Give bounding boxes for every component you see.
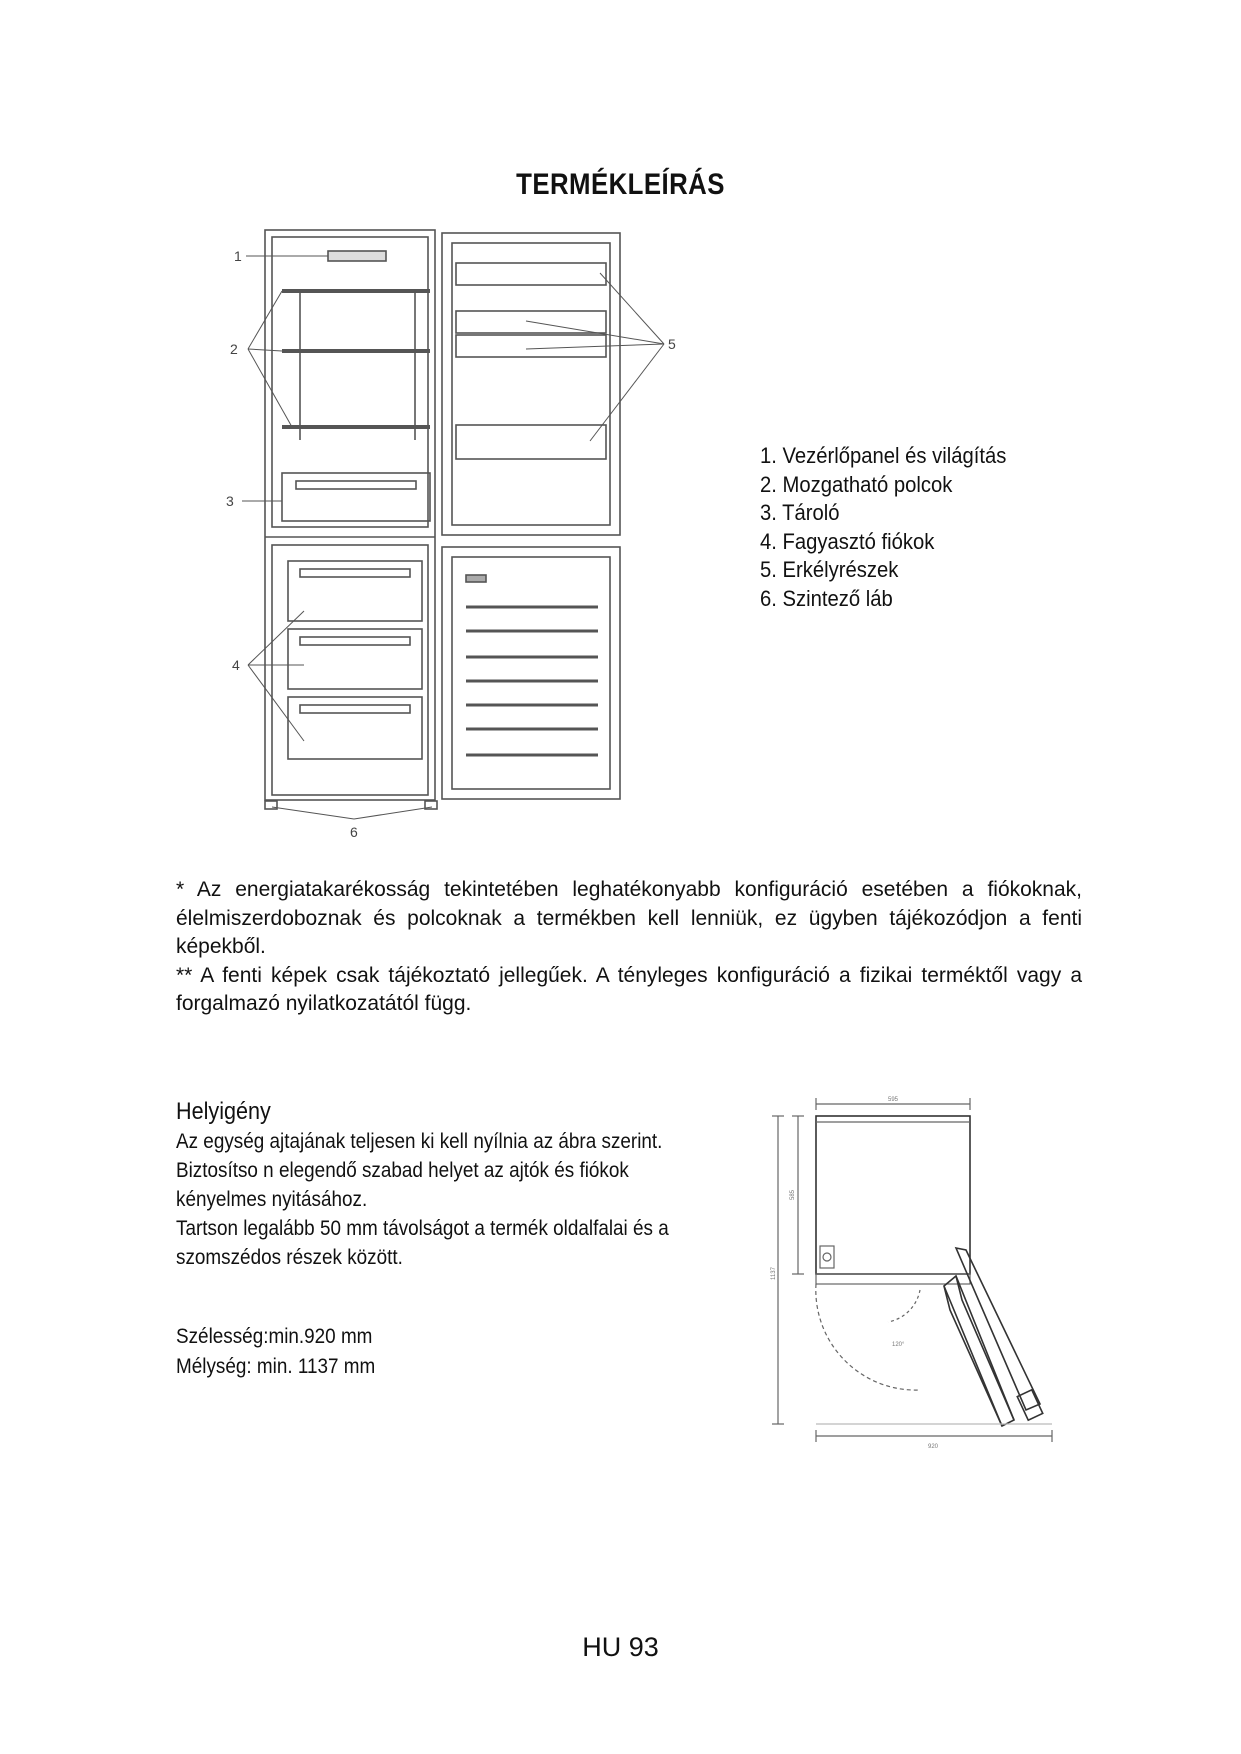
fridge-diagram (220, 225, 720, 845)
dim-top: 595 (888, 1097, 899, 1103)
depth-requirement: Mélység: min. 1137 mm (176, 1355, 376, 1378)
dimension-requirements (176, 1322, 375, 1382)
space-line: Tartson legalább 50 mm távolságot a termék oldalfalai és a (176, 1217, 669, 1240)
width-requirement: Szélesség:min.920 mm (176, 1325, 373, 1348)
callout-1: 1 (234, 248, 242, 264)
legend-item: 2. Mozgatható polcok (760, 471, 953, 497)
note-energy: * Az energiatakarékosság tekintetében leghatékonyabb konfiguráció esetében a fiókoknak, élelmiszerdoboznak és polcoknak a termékben kell lenniük, ez ügyben tájékozódjon a fenti képekből. (176, 878, 1082, 958)
note-disclaimer: ** A fenti képek csak tájékoztató jellegűek. A tényleges konfiguráció a fizikai terméktől vagy a forgalmazó nyilatkozatától függ. (176, 963, 1082, 1015)
legend-item: 6. Szintező láb (760, 585, 893, 611)
parts-legend (760, 442, 1006, 613)
callout-2: 2 (230, 341, 238, 357)
dim-cabinet-depth: 585 (790, 1189, 796, 1200)
callout-5: 5 (668, 336, 676, 352)
space-line: kényelmes nyitásához. (176, 1188, 368, 1211)
dim-width: 920 (928, 1444, 939, 1450)
dim-angle: 120° (892, 1342, 905, 1348)
legend-item: 1. Vezérlőpanel és világítás (760, 443, 1007, 468)
callout-4: 4 (232, 657, 240, 673)
page-number: HU 93 (582, 1632, 659, 1662)
space-heading: Helyigény (176, 1098, 271, 1125)
page-title: TERMÉKLEÍRÁS (516, 168, 725, 201)
legend-item: 3. Tároló (760, 500, 840, 525)
clearance-diagram (770, 1090, 1070, 1460)
space-line: Biztosítso n elegendő szabad helyet az ajtók és fiókok (176, 1159, 629, 1182)
legend-item: 4. Fagyasztó fiókok (760, 528, 935, 554)
dim-total-depth: 1137 (771, 1267, 777, 1280)
callout-6: 6 (350, 824, 358, 840)
space-requirements (176, 1127, 669, 1272)
notes (176, 876, 1082, 1019)
space-line: Az egység ajtajának teljesen ki kell nyílnia az ábra szerint. (176, 1130, 663, 1153)
space-line: szomszédos részek között. (176, 1246, 403, 1269)
callout-3: 3 (226, 493, 234, 509)
legend-item: 5. Erkélyrészek (760, 557, 899, 582)
